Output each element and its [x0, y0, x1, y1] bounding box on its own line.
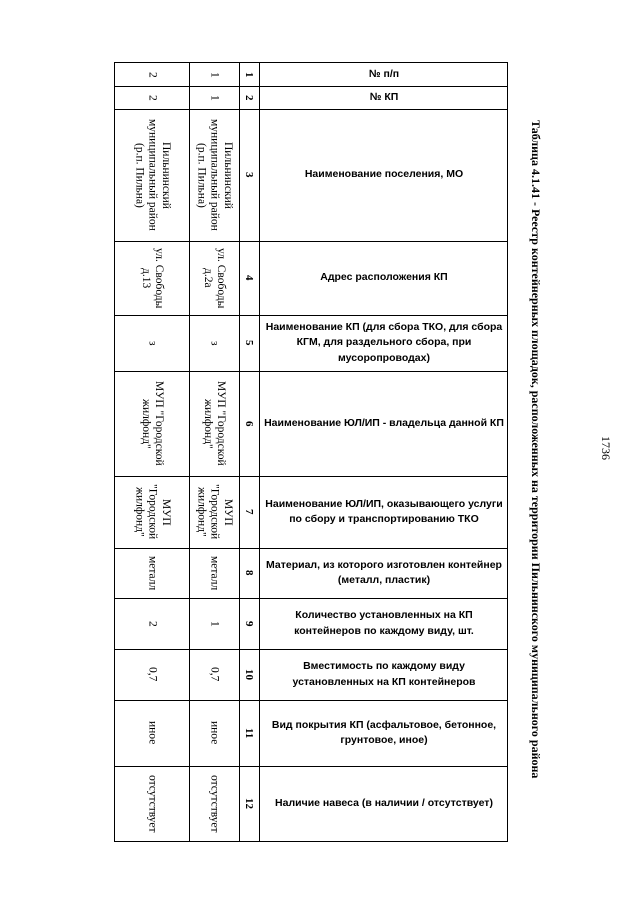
table-cell: 0,7: [208, 667, 221, 682]
column-number: 1: [243, 71, 255, 78]
table-cell: металл: [208, 555, 221, 591]
column-number: 8: [243, 570, 255, 576]
table-cell: 2: [146, 94, 159, 101]
table-cell: 1: [208, 94, 221, 101]
header-cell-operator: Наименование ЮЛ/ИП, оказывающего услуги по сбору и транспортированию ТКО: [265, 497, 503, 525]
table-cell: з: [208, 340, 221, 346]
table-cell: ул. Свободы д.2а: [202, 247, 228, 309]
header-cell-address: Адрес расположения КП: [320, 271, 448, 284]
column-number: 4: [243, 275, 255, 281]
table-cell: иное: [146, 721, 159, 745]
table-caption: Таблица 4.1.41 - Реестр контейнерных площадок, расположенных на территории Пильнинского муниципального района: [529, 120, 543, 779]
table-cell: металл: [146, 555, 159, 591]
header-cell-kp-name: Наименование КП (для сбора ТКО, для сбора КГМ, для раздельного сбора, при мусоропроводах): [265, 321, 503, 364]
column-number: 12: [243, 798, 255, 809]
column-number: 9: [243, 620, 255, 627]
column-number: 6: [243, 420, 255, 427]
header-cell-material: Материал, из которого изготовлен контейнер (металл, пластик): [266, 558, 502, 586]
column-number: 5: [243, 340, 255, 346]
page-number: 1736: [599, 436, 613, 460]
table-cell: 1: [208, 620, 221, 627]
header-cell-surface: Вид покрытия КП (асфальтовое, бетонное, грунтовое, иное): [271, 718, 497, 746]
table-cell: иное: [208, 721, 221, 745]
table-cell: 1: [208, 71, 221, 78]
header-cell-capacity: Вместимость по каждому виду установленных на КП контейнеров: [292, 660, 476, 688]
table-cell: МУП "Городской жилфонд": [133, 484, 172, 540]
table-cell: Пильнинский муниципальный район (р.п. Пильна): [133, 119, 172, 231]
table-cell: з: [146, 340, 159, 346]
table-cell: МУП "Городской жилфонд": [140, 381, 166, 466]
header-cell-pp: № п/п: [368, 67, 400, 80]
header-cell-kp-number: № КП: [369, 90, 399, 103]
table-cell: МУП "Городской жилфонд": [195, 484, 234, 540]
header-cell-canopy: Наличие навеса (в наличии / отсутствует): [275, 796, 493, 809]
table-cell: отсутствует: [208, 774, 221, 833]
column-number: 10: [243, 669, 255, 680]
header-cell-settlement: Наименование поселения, МО: [304, 168, 464, 181]
table-cell: 2: [146, 620, 159, 627]
table-cell: ул. Свободы д.13: [140, 247, 166, 309]
table-cell: МУП "Городской жилфонд": [202, 381, 228, 466]
table-cell: 0,7: [146, 667, 159, 682]
column-number: 3: [243, 172, 255, 178]
table-cell: Пильнинский муниципальный район (р.п. Пильна): [195, 119, 234, 231]
table-cell: 2: [146, 71, 159, 78]
column-number: 11: [243, 727, 255, 739]
header-cell-count: Количество установленных на КП контейнеров по каждому виду, шт.: [294, 609, 474, 637]
column-number: 2: [243, 94, 255, 101]
registry-table: [114, 62, 508, 842]
header-cell-owner: Наименование ЮЛ/ИП - владельца данной КП: [264, 416, 504, 429]
table-cell: отсутствует: [146, 774, 159, 833]
column-number: 7: [243, 509, 255, 515]
